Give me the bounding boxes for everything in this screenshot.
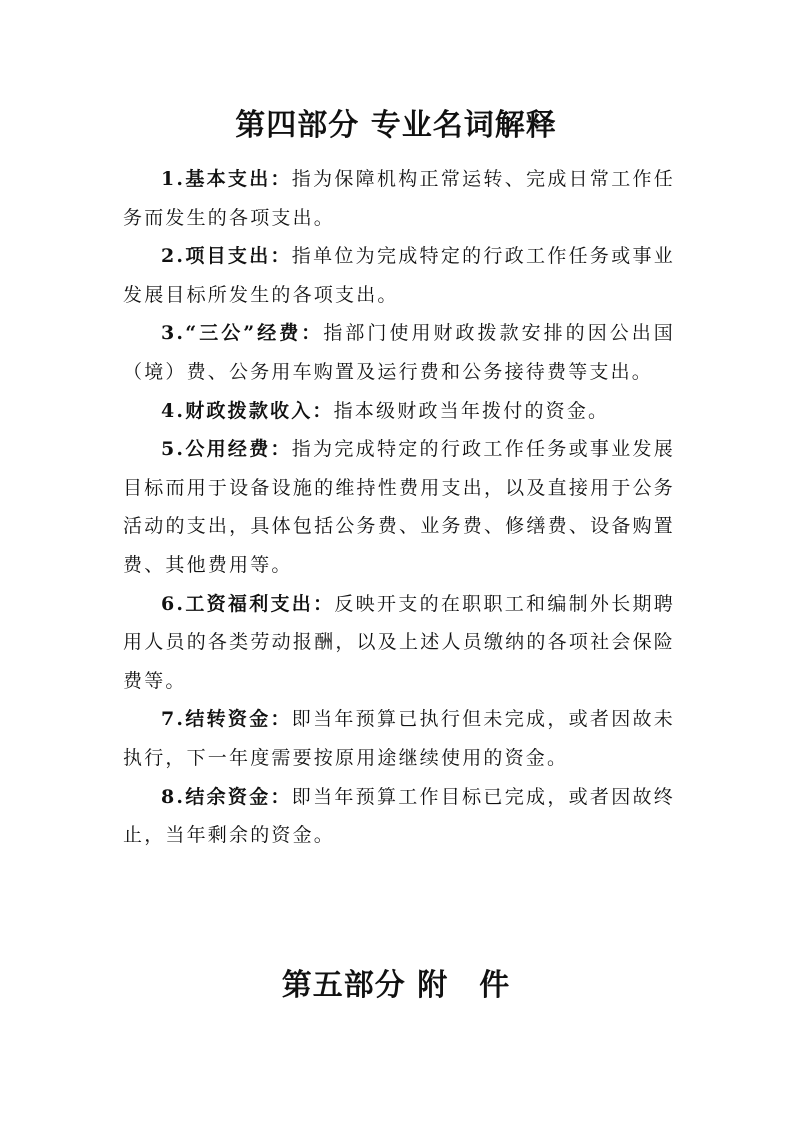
glossary-term: 7.结转资金： xyxy=(161,708,292,731)
glossary-definition: 指单位为完成特定的行政工作任务或事业发展目标所发生的各项支出。 xyxy=(123,245,675,306)
glossary-definition: 指本级财政当年拨付的资金。 xyxy=(333,399,610,422)
glossary-term: 5.公用经费： xyxy=(161,438,292,461)
glossary-item-1 xyxy=(123,160,675,237)
glossary-term: 2.项目支出： xyxy=(161,245,292,268)
glossary-item-7 xyxy=(123,700,675,777)
glossary-definition: 指为保障机构正常运转、完成日常工作任务而发生的各项支出。 xyxy=(123,168,675,229)
glossary-term: 3.“三公”经费： xyxy=(161,322,324,345)
section-5-title: 第五部分 附 件 xyxy=(281,968,511,1003)
glossary-item-2 xyxy=(123,237,675,314)
glossary-item-8 xyxy=(123,778,675,855)
glossary-term: 6.工资福利支出： xyxy=(161,592,335,615)
glossary-definition: 反映开支的在职职工和编制外长期聘用人员的各类劳动报酬，以及上述人员缴纳的各项社会保险费等。 xyxy=(123,592,675,692)
glossary-term: 8.结余资金： xyxy=(161,785,292,808)
section-4-title: 第四部分 专业名词解释 xyxy=(235,108,557,143)
glossary-definition: 即当年预算已执行但未完成，或者因故未执行，下一年度需要按原用途继续使用的资金。 xyxy=(123,708,675,769)
glossary-item-5 xyxy=(123,430,675,584)
glossary-term: 1.基本支出： xyxy=(161,168,292,190)
glossary-item-4 xyxy=(123,392,675,431)
glossary-item-3 xyxy=(123,314,675,391)
glossary-item-6 xyxy=(123,585,675,701)
glossary-definition: 指部门使用财政拨款安排的因公出国（境）费、公务用车购置及运行费和公务接待费等支出。 xyxy=(123,322,676,383)
glossary-term: 4.财政拨款收入： xyxy=(161,399,334,422)
glossary-definition: 指为完成特定的行政工作任务或事业发展目标而用于设备设施的维持性费用支出，以及直接用于公务活动的支出，具体包括公务费、业务费、修缮费、设备购置费、其他费用等。 xyxy=(123,438,675,576)
glossary-definition: 即当年预算工作目标已完成，或者因故终止，当年剩余的资金。 xyxy=(123,785,675,847)
glossary-body xyxy=(123,160,675,855)
